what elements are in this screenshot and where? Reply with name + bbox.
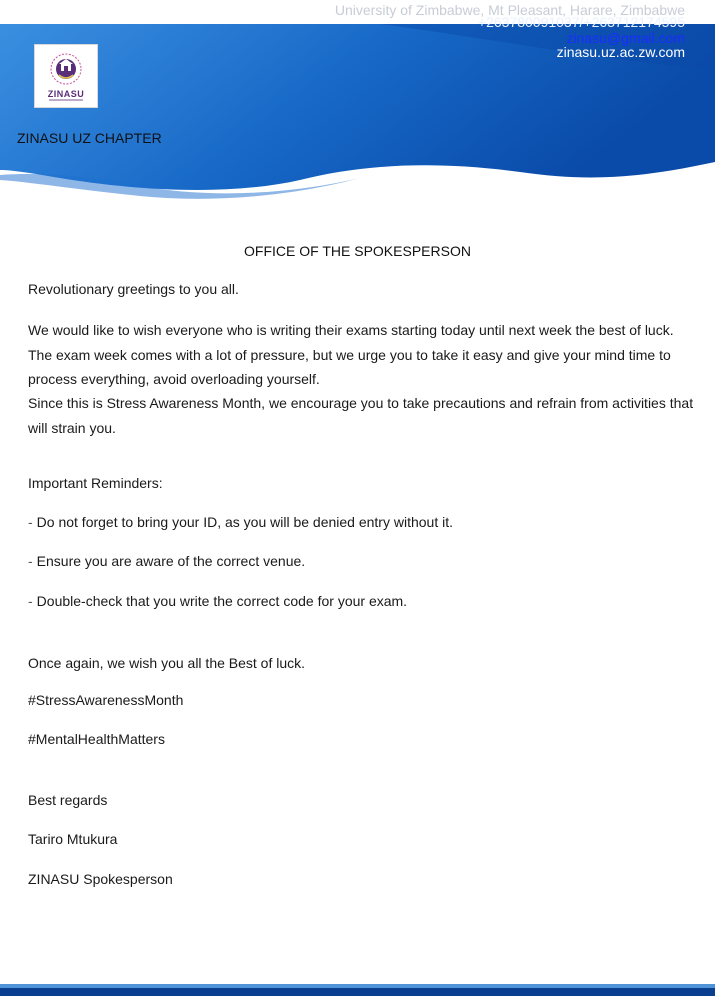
hashtag: #StressAwarenessMonth (28, 692, 184, 708)
reminder-text: Do not forget to bring your ID, as you will be denied entry without it. (36, 514, 454, 530)
reminder-text: Ensure you are aware of the correct venue. (36, 553, 306, 569)
bullet-marker: - (28, 514, 33, 530)
zinasu-logo (34, 44, 98, 108)
address-text: University of Zimbabwe, Mt Pleasant, Harare, Zimbabwe (334, 2, 685, 18)
bullet-marker: - (28, 593, 33, 609)
website-link[interactable]: zinasu.uz.ac.zw.com (556, 44, 685, 60)
sign-off: Best regards (28, 792, 108, 808)
signatory-role: ZINASU Spokesperson (28, 871, 173, 887)
logo-text: ZINASU (47, 89, 85, 99)
reminder-item (28, 514, 453, 530)
letter-title: OFFICE OF THE SPOKESPERSON (244, 243, 471, 259)
footer-bar (0, 984, 715, 996)
closing-wish: Once again, we wish you all the Best of luck. (28, 655, 306, 671)
reminder-text: Double-check that you write the correct code for your exam. (36, 593, 408, 609)
reminder-item (28, 553, 305, 569)
chapter-name: ZINASU UZ CHAPTER (17, 130, 162, 146)
paragraph-best-of-luck: We would like to wish everyone who is writing their exams starting today until next week the best of luck. The exam week comes with a lot of pressure, but we urge you to take it easy and give your mind time to process everything, avoid overloading yourself. (28, 322, 674, 387)
reminder-item (28, 593, 407, 609)
phone-text: +263780091037/+263712174595 (477, 14, 685, 30)
hashtag: #MentalHealthMatters (28, 731, 165, 747)
email-link[interactable]: zinasu@gmail.com (566, 30, 685, 46)
greeting-text: Revolutionary greetings to you all. (28, 281, 239, 297)
bullet-marker: - (28, 553, 33, 569)
paragraph-stress-awareness: Since this is Stress Awareness Month, we encourage you to take precautions and refrain from activities that will strain you. (28, 395, 694, 436)
reminders-heading: Important Reminders: (28, 475, 163, 491)
signatory-name: Tariro Mtukura (28, 831, 118, 847)
